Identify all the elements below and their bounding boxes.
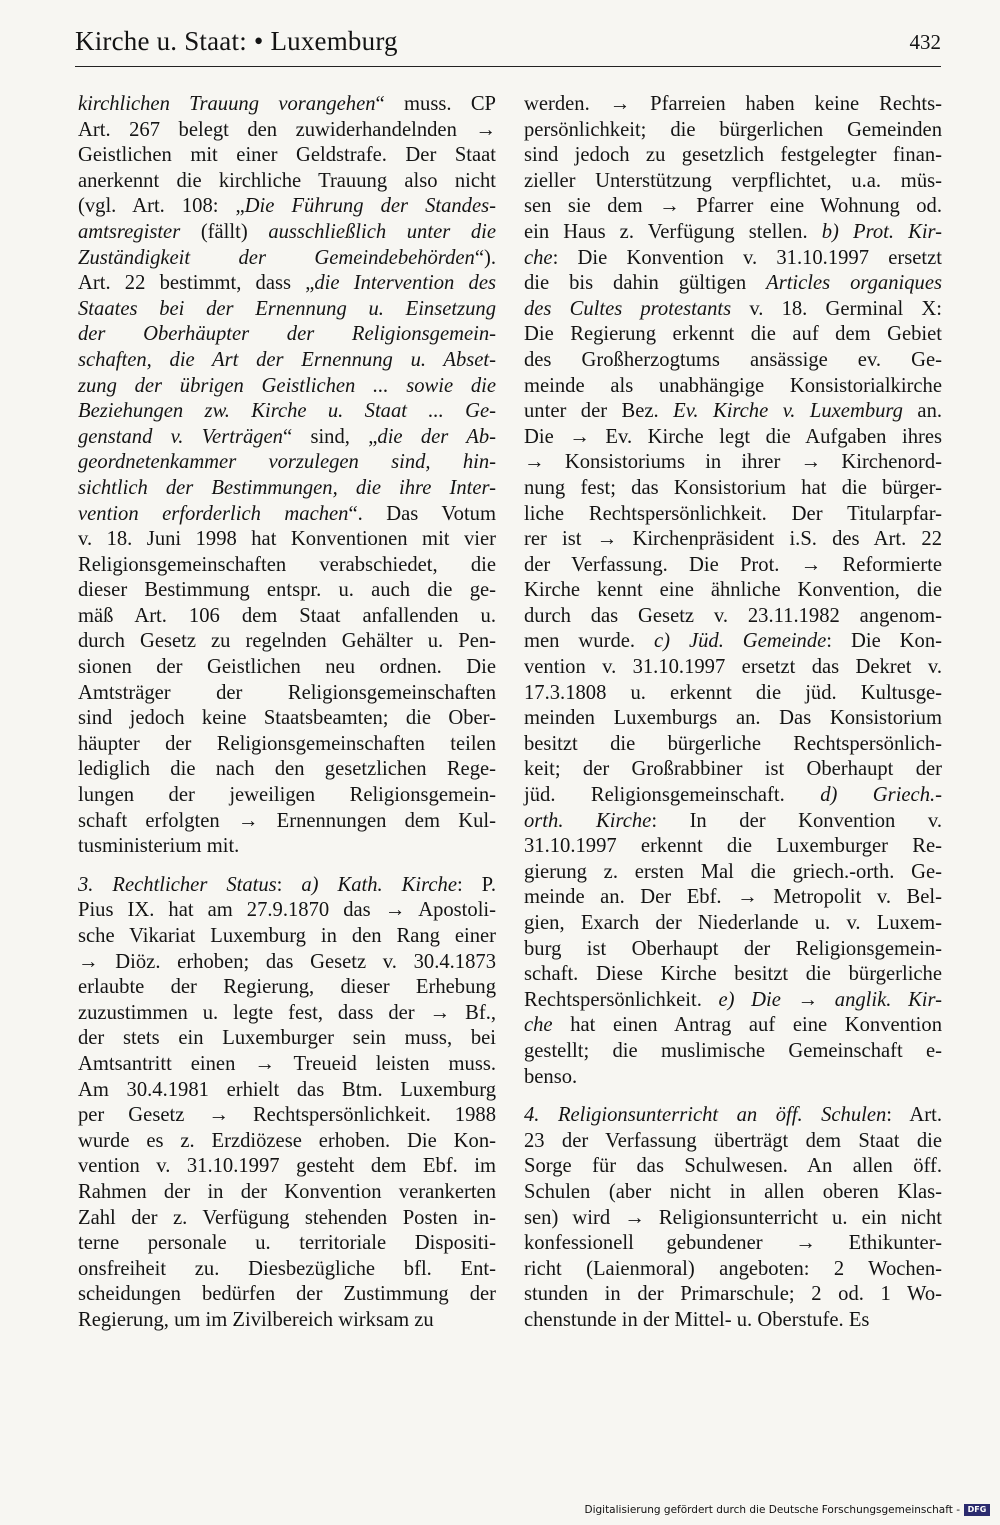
text-line: → Konsistoriums in ihrer → Kirchenord- (524, 451, 942, 474)
text-line: Regierung, um im Zivilbereich wirksam zu (78, 1308, 434, 1331)
text-line: Geistlichen mit einer Geldstrafe. Der Staat (78, 144, 496, 167)
text-line: Zuständigkeit der Gemeindebehörden“). (78, 246, 496, 269)
text-line: nung fest; das Konsistorium hat die bürger- (524, 476, 942, 499)
text-line: erlaubte der Regierung, dieser Erhebung (78, 976, 496, 999)
text-line: burg ist Oberhaupt der Religionsgemein- (524, 937, 942, 960)
running-title: Kirche u. Staat: • Luxemburg (75, 26, 398, 56)
left-column (78, 92, 496, 1334)
text-line: genstand v. Verträgen“ sind, „die der Ab- (78, 425, 496, 448)
text-line: (vgl. Art. 108: „Die Führung der Standes- (78, 195, 496, 218)
text-line: wurde es z. Erzdiözese erhoben. Die Kon- (78, 1129, 496, 1152)
text-line (78, 860, 496, 873)
text-line: die bis dahin gültigen Articles organiques (524, 272, 942, 295)
text-line: lediglich die nach den gesetzlichen Rege- (78, 758, 496, 781)
text-line: 4. Religionsunterricht an öff. Schulen: Art. (524, 1104, 942, 1127)
text-line: 23 der Verfassung überträgt dem Staat die (524, 1129, 942, 1152)
text-line: unter der Bez. Ev. Kirche v. Luxemburg an. (524, 400, 943, 423)
text-line: 3. Rechtlicher Status: a) Kath. Kirche: P. (78, 873, 496, 896)
text-line: kirchlichen Trauung vorangehen“ muss. CP (78, 93, 497, 115)
text-line: 31.10.1997 erkennt die Luxemburger Re- (524, 835, 942, 858)
text-line: meinden Luxemburgs an. Das Konsistorium (524, 707, 942, 730)
text-line: vention v. 31.10.1997 gesteht dem Ebf. im (78, 1155, 496, 1178)
text-line: sionen der Geistlichen neu ordnen. Die (78, 656, 496, 679)
text-line: des Großherzogtums ansässige ev. Ge- (524, 348, 942, 371)
text-line: che hat einen Antrag auf eine Konvention (524, 1014, 942, 1037)
text-line: Amtsantritt einen → Treueid leisten muss. (78, 1052, 496, 1075)
dfg-logo: DFG (964, 1504, 990, 1516)
text-line: geordnetenkammer vorzulegen sind, hin- (78, 451, 496, 474)
text-line: Rahmen der in der Konvention verankerten (78, 1180, 496, 1203)
text-line: → Diöz. erhoben; das Gesetz v. 30.4.1873 (78, 950, 496, 973)
text-line: scheidungen bedürfen der Zustimmung der (78, 1283, 496, 1306)
text-line: häupter der Religionsgemeinschaften teilen (78, 732, 496, 755)
text-line: anerkennt die kirchliche Trauung also nicht (78, 169, 496, 192)
text-line: besitzt die bürgerliche Rechtspersönlich- (524, 732, 942, 755)
text-line: Schulen (aber nicht in allen oberen Klas- (524, 1180, 942, 1203)
text-line: benso. (524, 1065, 578, 1088)
page-number: 432 (909, 30, 941, 54)
text-line: orth. Kirche: In der Konvention v. (524, 809, 942, 832)
text-line: Beziehungen zw. Kirche u. Staat ... Ge- (78, 400, 496, 423)
text-line (524, 1090, 942, 1103)
text-line: Religionsgemeinschaften verabschiedet, die (78, 553, 496, 576)
text-line: gierung z. ersten Mal die griech.-orth. Ge- (524, 860, 942, 883)
text-line: sen) wird → Religionsunterricht u. ein nicht (524, 1206, 942, 1229)
text-line: sen sie dem → Pfarrer eine Wohnung od. (524, 195, 942, 218)
footer-text: Digitalisierung gefördert durch die Deutsche Forschungsgemeinschaft - (584, 1504, 960, 1516)
text-line: terne personale u. territoriale Dispositi- (78, 1232, 496, 1255)
text-line: gien, Exarch der Niederlande u. v. Luxem- (524, 912, 942, 934)
text-line: zieller Unterstützung verpflichtet, u.a. müs- (524, 169, 942, 192)
text-line: 17.3.1808 u. erkennt die jüd. Kultusge- (524, 681, 942, 704)
text-line: mäß Art. 106 dem Staat anfallenden u. (78, 604, 496, 627)
text-line: keit; der Großrabbiner ist Oberhaupt der (524, 758, 942, 781)
right-column (524, 92, 942, 1334)
text-line: onsfreiheit zu. Diesbezügliche bfl. Ent- (78, 1257, 496, 1280)
text-line: v. 18. Juni 1998 hat Konventionen mit vier (78, 528, 496, 551)
text-line: Amtsträger der Religionsgemeinschaften (78, 681, 496, 704)
text-line: konfessionell gebundener → Ethikunter- (524, 1232, 942, 1255)
running-header (75, 22, 941, 67)
text-line: jüd. Religionsgemeinschaft. d) Griech.- (524, 784, 942, 807)
text-line: Zahl der z. Verfügung stehenden Posten in- (78, 1206, 496, 1229)
text-line: meinde an. Der Ebf. → Metropolit v. Bel- (524, 886, 942, 909)
text-line: liche Rechtspersönlichkeit. Der Titularpfar- (524, 502, 942, 525)
text-line: des Cultes protestants v. 18. Germinal X: (524, 297, 942, 320)
text-line: sche Vikariat Luxemburg in den Rang einer (78, 925, 496, 947)
text-line: durch das Gesetz v. 23.11.1982 angenom- (524, 604, 942, 627)
text-line: der Oberhäupter der Religionsgemein- (78, 323, 496, 346)
text-line: Am 30.4.1981 erhielt das Btm. Luxemburg (78, 1078, 496, 1101)
text-line: gestellt; die muslimische Gemeinschaft e- (524, 1039, 942, 1062)
text-line: Pius IX. hat am 27.9.1870 das → Apostoli- (78, 899, 496, 922)
text-line: stunden in der Primarschule; 2 od. 1 Wo- (524, 1283, 942, 1306)
text-line: der Verfassung. Die Prot. → Reformierte (524, 553, 942, 576)
text-line: Kirche kennt eine ähnliche Konvention, die (524, 579, 942, 602)
text-line: richt (Laienmoral) angeboten: 2 Wochen- (524, 1257, 942, 1280)
text-line: ein Haus z. Verfügung stellen. b) Prot. Kir- (524, 220, 942, 243)
text-line: zung der übrigen Geistlichen ... sowie die (78, 374, 496, 397)
text-line: amtsregister (fällt) ausschließlich unter die (78, 220, 496, 243)
text-line: sichtlich der Bestimmungen, die ihre Inter- (78, 476, 496, 499)
text-line: schaft erfolgten → Ernennungen dem Kul- (78, 809, 496, 832)
text-line: Sorge für das Schulwesen. An allen öff. (524, 1155, 942, 1178)
text-line: per Gesetz → Rechtspersönlichkeit. 1988 (78, 1104, 496, 1127)
text-line: vention v. 31.10.1997 ersetzt das Dekret v. (524, 656, 942, 679)
text-line: schaft. Diese Kirche besitzt die bürgerliche (524, 963, 942, 986)
text-line: dieser Bestimmung entspr. u. auch die ge- (78, 579, 496, 602)
text-line: rer ist → Kirchenpräsident i.S. des Art. 22 (524, 528, 942, 551)
text-line: sind jedoch keine Staatsbeamten; die Ober- (78, 707, 496, 730)
text-line: schaften, die Art der Ernennung u. Abset- (78, 348, 496, 371)
text-line: persönlichkeit; die bürgerlichen Gemeinden (524, 118, 942, 141)
text-line: vention erforderlich machen“. Das Votum (78, 502, 496, 525)
text-line: Rechtspersönlichkeit. e) Die → anglik. Kir- (524, 988, 942, 1011)
text-line: Die Regierung erkennt die auf dem Gebiet (524, 323, 942, 346)
text-line: durch Gesetz zu regelnden Gehälter u. Pen- (78, 630, 496, 653)
text-line: Die → Ev. Kirche legt die Aufgaben ihres (524, 425, 942, 448)
text-line: Staates bei der Ernennung u. Einsetzung (78, 297, 496, 320)
text-line: men wurde. c) Jüd. Gemeinde: Die Kon- (524, 630, 942, 653)
text-line: Art. 267 belegt den zuwiderhandelnden → (78, 118, 496, 141)
text-line: chenstunde in der Mittel- u. Oberstufe. Es (524, 1308, 870, 1331)
text-line: tusministerium mit. (78, 835, 240, 858)
text-line: lungen der jeweiligen Religionsgemein- (78, 784, 496, 807)
text-line: werden. → Pfarreien haben keine Rechts- (524, 93, 942, 115)
footer-credit (584, 1504, 990, 1516)
text-line: meinde als unabhängige Konsistorialkirche (524, 374, 942, 397)
text-line: sind jedoch zu gesetzlich festgelegter finan- (524, 144, 942, 167)
text-line: Art. 22 bestimmt, dass „die Intervention des (78, 272, 496, 295)
text-line: zuzustimmen u. legte fest, dass der → Bf., (78, 1001, 496, 1024)
text-line: der stets ein Luxemburger sein muss, bei (78, 1027, 496, 1050)
text-line: che: Die Konvention v. 31.10.1997 ersetzt (524, 246, 942, 269)
